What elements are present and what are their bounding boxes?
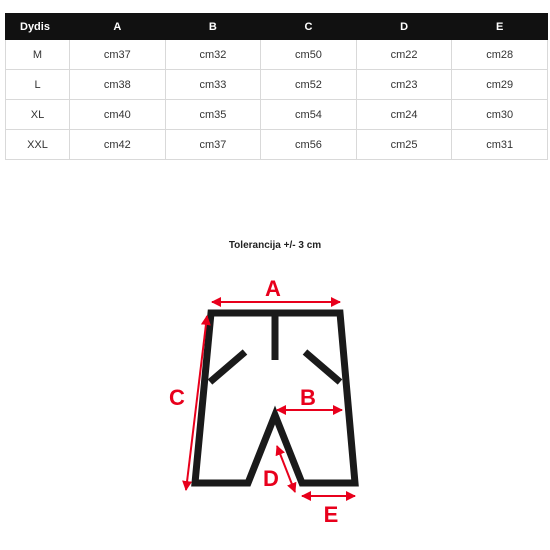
header-d: D (356, 14, 452, 40)
cell-c: cm56 (261, 130, 357, 160)
header-b: B (165, 14, 261, 40)
cell-a: cm37 (70, 40, 166, 70)
tolerance-note: Tolerancija +/- 3 cm (228, 240, 322, 251)
cell-a: cm40 (70, 100, 166, 130)
label-b: B (300, 385, 316, 410)
shorts-measurement-diagram (150, 270, 390, 535)
header-a: A (70, 14, 166, 40)
cell-e: cm29 (452, 70, 548, 100)
label-e: E (323, 502, 339, 527)
cell-b: cm33 (165, 70, 261, 100)
label-c: C (169, 385, 185, 410)
cell-d: cm23 (356, 70, 452, 100)
header-size: Dydis (6, 14, 70, 40)
cell-a: cm38 (70, 70, 166, 100)
row-size: M (6, 40, 70, 70)
header-e: E (452, 14, 548, 40)
size-table (5, 13, 548, 160)
table-row (6, 100, 548, 130)
row-size: L (6, 70, 70, 100)
cell-c: cm50 (261, 40, 357, 70)
cell-b: cm32 (165, 40, 261, 70)
cell-d: cm24 (356, 100, 452, 130)
shorts-outline (195, 313, 355, 483)
header-c: C (261, 14, 357, 40)
table-row (6, 70, 548, 100)
label-d: D (263, 466, 279, 491)
cell-e: cm30 (452, 100, 548, 130)
cell-a: cm42 (70, 130, 166, 160)
table-row (6, 130, 548, 160)
label-a: A (265, 276, 281, 301)
cell-e: cm28 (452, 40, 548, 70)
cell-e: cm31 (452, 130, 548, 160)
cell-b: cm37 (165, 130, 261, 160)
cell-d: cm25 (356, 130, 452, 160)
cell-c: cm54 (261, 100, 357, 130)
table-row (6, 40, 548, 70)
cell-d: cm22 (356, 40, 452, 70)
cell-b: cm35 (165, 100, 261, 130)
row-size: XL (6, 100, 70, 130)
row-size: XXL (6, 130, 70, 160)
table-header-row (6, 14, 548, 40)
cell-c: cm52 (261, 70, 357, 100)
